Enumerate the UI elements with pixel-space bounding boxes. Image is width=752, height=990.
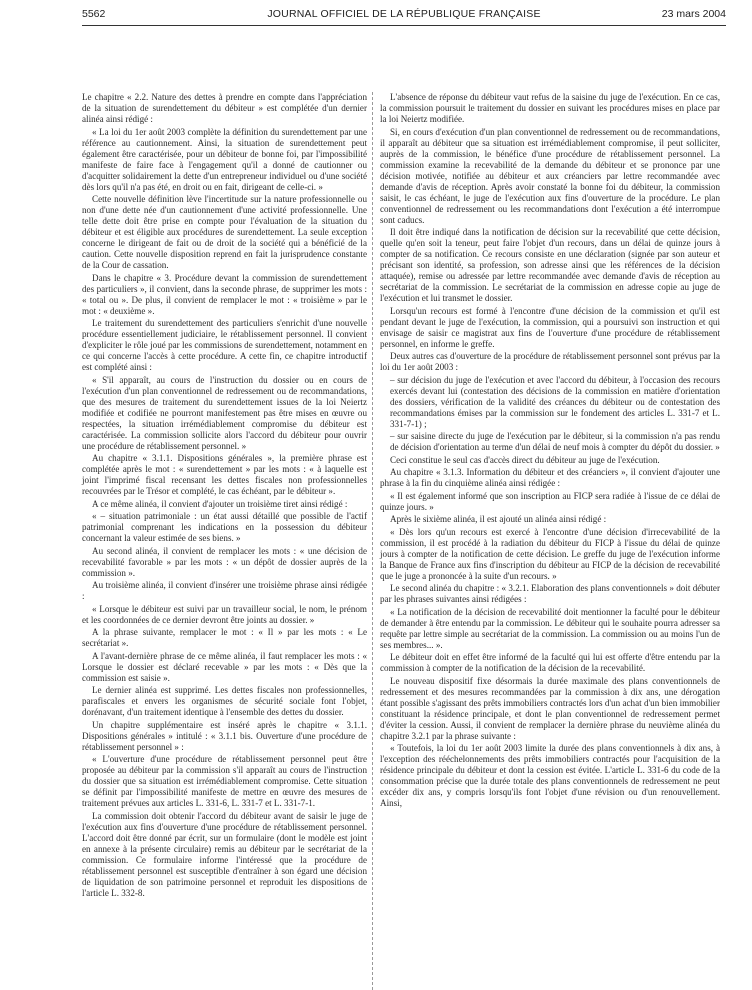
paragraph: Ceci constitue le seul cas d'accès direct du débiteur au juge de l'exécution. xyxy=(390,454,660,465)
paragraph: Le traitement du surendettement des particuliers s'enrichit d'une nouvelle procédure essentiellement judiciaire, le rétablissement personnel. Il convient d'expliciter le rôle joué par les commissions de surendettement, notamment en ce qui concerne l'accès à cette procédure. A cette fin, ce chapitre introductif est complété ainsi : xyxy=(82,318,367,372)
page-header xyxy=(82,8,726,22)
paragraph: Le second alinéa du chapitre : « 3.2.1. Elaboration des plans conventionnels » doit débuter par les phrases suivantes ainsi rédigées : xyxy=(380,583,720,604)
paragraph: Au chapitre « 3.1.1. Dispositions générales », la première phrase est complétée après le mot : « surendettement » par les mots : « à laquelle est joint l'imprimé fiscal recensant les dettes fiscales non professionnelles recouvrées par le Trésor et complété, le cas échéant, par le débiteur ». xyxy=(82,453,367,496)
right-column xyxy=(380,92,720,811)
paragraph: « La loi du 1er août 2003 complète la définition du surendettement par une référence au cautionnement. Ainsi, la situation de surendettement peut également être caractérisée, pour un débiteur de bonne foi, par l'impossibilité manifeste de faire face à l'engagement qu'il a donné de cautionner ou d'acquitter solidairement la dette d'un entrepreneur individuel ou d'une société dès lors qu'il n'a pas été, en droit ou en fait, dirigeant de celle-ci. » xyxy=(82,126,367,192)
page-number: 5562 xyxy=(82,8,106,20)
paragraph: Deux autres cas d'ouverture de la procédure de rétablissement personnel sont prévus par la loi du 1er août 2003 : xyxy=(380,351,720,372)
paragraph: Lorsqu'un recours est formé à l'encontre d'une décision de la commission et qu'il est pendant devant le juge de l'exécution, la commission, qui a poursuivi son instruction et qui envisage de saisir ce magistrat aux fins de l'ouverture d'une procédure de rétablissement personnel, en informe le greffe. xyxy=(380,305,720,349)
paragraph: « Il est également informé que son inscription au FICP sera radiée à l'issue de ce délai de quinze jours. » xyxy=(380,490,720,512)
paragraph: Au chapitre « 3.1.3. Information du débiteur et des créanciers », il convient d'ajouter une phrase à la fin du cinquième alinéa ainsi rédigée : xyxy=(380,467,720,488)
paragraph: « – situation patrimoniale : un état aussi détaillé que possible de l'actif patrimonial comprenant les indications en la possession du débiteur concernant la valeur estimée de ses biens. » xyxy=(82,511,367,543)
column-separator xyxy=(372,92,373,990)
paragraph: « Lorsque le débiteur est suivi par un travailleur social, le nom, le prénom et les coordonnées de ce dernier devront être joints au dossier. » xyxy=(82,603,367,625)
paragraph: Au troisième alinéa, il convient d'insérer une troisième phrase ainsi rédigée : xyxy=(82,580,367,601)
paragraph: Le chapitre « 2.2. Nature des dettes à prendre en compte dans l'appréciation de la situation de surendettement du débiteur » est complétée d'un dernier alinéa ainsi rédigé : xyxy=(82,92,367,124)
paragraph: « S'il apparaît, au cours de l'instruction du dossier ou en cours de l'exécution d'un plan conventionnel de redressement ou de recommandations, que des mesures de traitement du surendettement issues de la loi Neiertz modifiée et codifiée ne pourront manifestement pas être mises en œuvre ou respectées, la situation irrémédiablement compromise du débiteur est caractérisée. La commission sollicite alors l'accord du débiteur pour ouvrir une procédure de rétablissement personnel. » xyxy=(82,374,367,451)
paragraph: A la phrase suivante, remplacer le mot : « Il » par les mots : « Le secrétariat ». xyxy=(82,627,367,648)
journal-title: JOURNAL OFFICIEL DE LA RÉPUBLIQUE FRANÇAISE xyxy=(267,8,541,20)
header-rule xyxy=(82,25,726,26)
paragraph: La commission doit obtenir l'accord du débiteur avant de saisir le juge de l'exécution aux fins d'ouverture d'une procédure de rétablissement personnel. L'accord doit être donné par écrit, sur un formulaire (dont le modèle est joint en annexe à la présente circulaire) remis au débiteur par le secrétariat de la commission. Ce formulaire informe l'intéressé que la procédure de rétablissement personnel est susceptible d'entraîner à son égard une décision de liquidation de son patrimoine personnel et reproduit les dispositions de l'article L. 332-8. xyxy=(82,810,367,898)
paragraph: Le nouveau dispositif fixe désormais la durée maximale des plans conventionnels de redressement et des mesures recommandées par la commission à dix ans, une dérogation étant possible s'agissant des prêts immobiliers contractés lors d'un achat d'un bien immobilier constituant la résidence principale, et dont le plan conventionnel de redressement permet d'éviter la cession. Aussi, il convient de remplacer la dernière phrase du neuvième alinéa du chapitre 3.2.1 par la phrase suivante : xyxy=(380,675,720,741)
list-item: – sur décision du juge de l'exécution et avec l'accord du débiteur, à l'occasion des recours exercés devant lui (contestation des décisions de la commission en matière d'orientation des dossiers, vérification de la validité des créances du débiteur ou de contestation des recommandations émises par la commission sur le fondement des articles L. 331-7 et L. 331-7-1) ; xyxy=(390,374,720,429)
paragraph: Le dernier alinéa est supprimé. Les dettes fiscales non professionnelles, parafiscales et envers les organismes de sécurité sociale font l'objet, dorénavant, d'un traitement identique à l'ensemble des dettes du dossier. xyxy=(82,685,367,717)
paragraph: L'absence de réponse du débiteur vaut refus de la saisine du juge de l'exécution. En ce cas, la commission poursuit le traitement du dossier en suivant les procédures mises en place par la loi Neiertz modifiée. xyxy=(380,92,720,124)
list-item: – sur saisine directe du juge de l'exécution par le débiteur, si la commission n'a pas rendu de décision d'orientation au terme d'un délai de neuf mois à compter du dépôt du dossier. » xyxy=(390,431,720,452)
paragraph: « Dès lors qu'un recours est exercé à l'encontre d'une décision d'irrecevabilité de la commission, il est procédé à la radiation du débiteur du FICP à l'issue du délai de quinze jours à compter de la notification de cette décision. Le greffe du juge de l'exécution informe la Banque de France aux fins d'inscription du débiteur au FICP de la décision de recevabilité que le juge a prononcée à la suite d'un recours. » xyxy=(380,526,720,581)
paragraph: Cette nouvelle définition lève l'incertitude sur la nature professionnelle ou non d'une dette née d'un cautionnement d'une activité professionnelle. Une telle dette doit être prise en compte pour l'évaluation de la situation du débiteur et est éligible aux procédures de surendettement. La seule exception concerne le dirigeant de fait ou de droit de la société qui a bénéficié de la caution. Cette nouvelle disposition reprend en fait la jurisprudence constante de la Cour de cassation. xyxy=(82,194,367,270)
paragraph: Il doit être indiqué dans la notification de décision sur la recevabilité que cette décision, quelle qu'en soit la teneur, peut faire l'objet d'un recours, dans un délai de quinze jours à compter de sa notification. Ce recours consiste en une déclaration (signée par son auteur et précisant son identité, sa profession, son adresse ainsi que les références de la décision attaquée), remise ou adressée par lettre recommandée avec demande d'avis de réception au secrétariat de la commission. Le secrétariat de la commission en adresse copie au juge de l'exécution et lui transmet le dossier. xyxy=(380,227,720,303)
paragraph: « Toutefois, la loi du 1er août 2003 limite la durée des plans conventionnels à dix ans, à l'exception des rééchelonnements des prêts immobiliers contractés pour l'acquisition de la résidence principale du débiteur et dont la cession est évitée. L'article L. 331-6 du code de la consommation précise que la durée totale des plans conventionnels de redressement ne peut excéder dix ans, y compris lorsqu'ils font l'objet d'une révision ou d'un renouvellement. Ainsi, xyxy=(380,743,720,808)
paragraph: A ce même alinéa, il convient d'ajouter un troisième tiret ainsi rédigé : xyxy=(92,498,348,509)
paragraph: A l'avant-dernière phrase de ce même alinéa, il faut remplacer les mots : « Lorsque le dossier est déclaré recevable » par les mots : « Dès que la commission est saisie ». xyxy=(82,650,367,683)
paragraph: Au second alinéa, il convient de remplacer les mots : « une décision de recevabilité favorable » par les mots : « un dépôt de dossier auprès de la commission ». xyxy=(82,545,367,578)
left-column xyxy=(82,92,367,900)
paragraph: Un chapitre supplémentaire est inséré après le chapitre « 3.1.1. Dispositions générales » intitulé : « 3.1.1 bis. Ouverture d'une procédure de rétablissement personnel » : xyxy=(82,719,367,752)
paragraph: Si, en cours d'exécution d'un plan conventionnel de redressement ou de recommandations, il apparaît au débiteur que sa situation est irrémédiablement compromise, il peut solliciter, auprès de la commission, le bénéfice d'une procédure de rétablissement personnel. La commission examine la recevabilité de la demande du débiteur et se prononce par une décision motivée, notifiée au débiteur et aux créanciers par lettre recommandée avec demande d'avis de réception. Après avoir constaté la bonne foi du débiteur, la commission saisit, le cas échéant, le juge de l'exécution aux fins d'ouverture de la procédure. Le plan conventionnel de redressement ou les recommandations dont l'exécution a été interrompue sont caducs. xyxy=(380,126,720,225)
publication-date: 23 mars 2004 xyxy=(661,8,726,20)
paragraph: Après le sixième alinéa, il est ajouté un alinéa ainsi rédigé : xyxy=(390,514,607,524)
paragraph: « L'ouverture d'une procédure de rétablissement personnel peut être proposée au débiteur par la commission s'il apparaît au cours de l'instruction du dossier que sa situation est irrémédiablement compromise. Cette situation se définit par l'impossibilité manifeste de mettre en œuvre des mesures de traitement prévues aux articles L. 331-6, L. 331-7 et L. 331-7-1. xyxy=(82,754,367,808)
paragraph: Dans le chapitre « 3. Procédure devant la commission de surendettement des particuliers », il convient, dans la seconde phrase, de supprimer les mots : « total ou ». De plus, il convient de remplacer le mot : « troisième » par le mot : « deuxième ». xyxy=(82,272,367,316)
paragraph: « La notification de la décision de recevabilité doit mentionner la faculté pour le débiteur de demander à être entendu par la commission. Le débiteur qui le souhaite pourra adresser sa requête par lettre simple au secrétariat de la commission. La commission ou au moins l'un de ses membres... ». xyxy=(380,606,720,650)
paragraph: Le débiteur doit en effet être informé de la faculté qui lui est offerte d'être entendu par la commission à compter de la notification de la décision de la recevabilité. xyxy=(380,652,720,673)
